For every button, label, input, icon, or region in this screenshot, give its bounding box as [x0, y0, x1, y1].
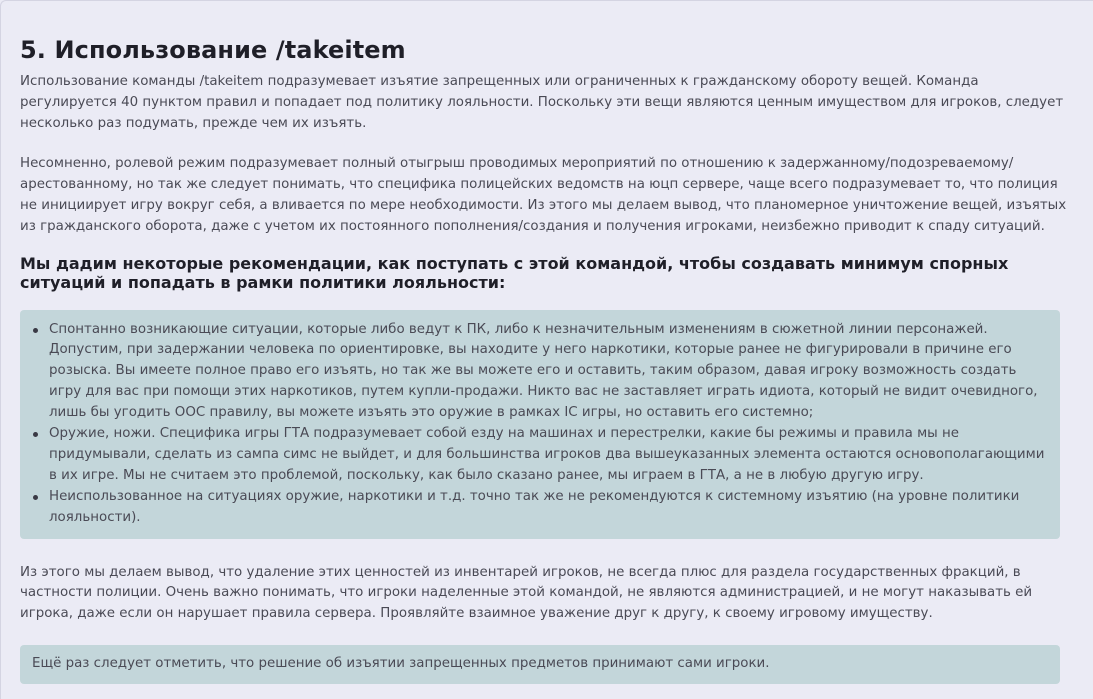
- conclusion-paragraph: Из этого мы делаем вывод, что удаление этих ценностей из инвентарей игроков, не всегда плюс для раздела государственных фракций, в частности полиции. Очень важно понимать, что игроки наделенные этой командой, не являются администрацией, и не могут наказывать ей игрока, даже если он нарушает правила сервера. Проявляйте взаимное уважение друг к другу, к своему игровому имуществу.: [20, 564, 1033, 622]
- list-item-text: Спонтанно возникающие ситуации, которые либо ведут к ПК, либо к незначительным изменениям в сюжетной линии персонажей. Допустим, при задержании человека по ориентировке, вы находите у него наркотики, которые ранее не фигурировали в причине его розыска. Вы имеете полное право его изъять, но так же вы можете его и оставить, таким образом, давая игроку возможность создать игру для вас при помощи этих наркотиков, путем купли-продажи. Никто вас не заставляет играть идиота, который не видит очевидного, лишь бы угодить ООС правилу, вы можете изъять это оружие в рамках IC игры, но оставить его системно;: [49, 321, 1038, 421]
- intro-paragraph: Использование команды /takeitem подразумевает изъятие запрещенных или ограниченных к гражданскому обороту вещей. Команда регулируется 40 пунктом правил и попадает под политику лояльности. Поскольку эти вещи являются ценным имуществом для игроков, следует несколько раз подумать, прежде чем их изъять.: [20, 74, 1064, 131]
- recommendations-list: [48, 320, 1046, 529]
- bullet-icon: [33, 495, 38, 500]
- bullet-icon: [33, 432, 38, 437]
- list-item: [48, 487, 1046, 529]
- recommendations-callout: [20, 310, 1060, 539]
- bullet-icon: [33, 328, 38, 333]
- section-title: 5. Использование /takeitem: [20, 36, 406, 64]
- recommendations-heading: Мы дадим некоторые рекомендации, как поступать с этой командой, чтобы создавать минимум спорных ситуаций и попадать в рамки политики лояльности:: [20, 253, 1009, 292]
- list-item-text: Оружие, ножи. Специфика игры ГТА подразумевает собой езду на машинах и перестрелки, какие бы режимы и правила мы не придумывали, сделать из сампа симс не выйдет, и для большинства игроков два вышеуказанных элемента остаются основополагающими в их игре. Мы не считаем это проблемой, поскольку, как было сказано ранее, мы играем в ГТА, а не в любую другую игру.: [49, 426, 1045, 483]
- final-note-callout: [20, 645, 1060, 684]
- context-paragraph: Несомненно, ролевой режим подразумевает полный отыгрыш проводимых мероприятий по отношению к задержанному/подозреваемому/арестованному, но так же следует понимать, что специфика полицейских ведомств на юцп сервере, чаще всего подразумевает то, что полиция не инициирует игру вокруг себя, а вливается по мере необходимости. Из этого мы делаем вывод, что планомерное уничтожение вещей, изъятых из гражданского оборота, даже с учетом их постоянного пополнения/создания и получения игроками, неизбежно приводит к спаду ситуаций.: [20, 156, 1067, 234]
- list-item: [48, 320, 1046, 425]
- final-note-text: Ещё раз следует отметить, что решение об изъятии запрещенных предметов принимают сами игроки.: [32, 656, 770, 672]
- list-item: [48, 424, 1046, 487]
- article-content: [20, 36, 1072, 684]
- list-item-text: Неиспользованное на ситуациях оружие, наркотики и т.д. точно так же не рекомендуются к системному изъятию (на уровне политики лояльности).: [49, 488, 1020, 525]
